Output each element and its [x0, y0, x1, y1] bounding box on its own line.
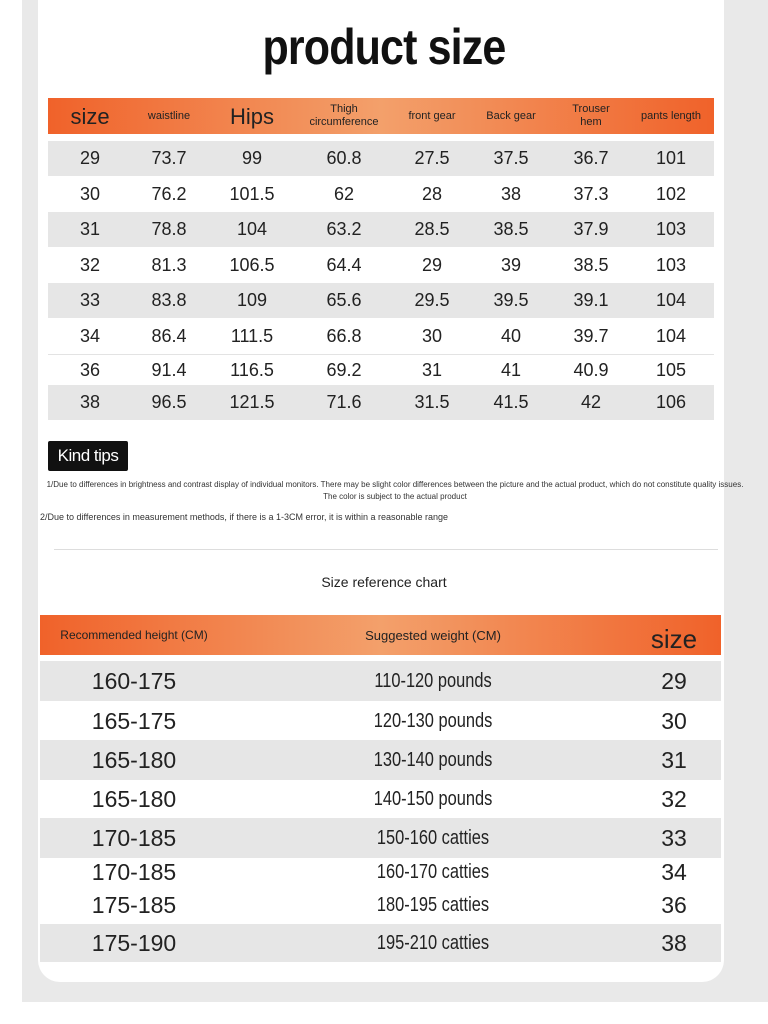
- size-table-cell: 37.9: [573, 219, 609, 239]
- size-table-row: [48, 354, 714, 386]
- size-table-header: [48, 98, 714, 134]
- size-table-cell: 104: [655, 326, 687, 346]
- reference-table-cell: 140-150 pounds: [373, 787, 493, 810]
- size-table-cell: 30: [421, 326, 443, 346]
- size-table-cell: 102: [655, 184, 687, 204]
- page-margin-bottom: [22, 1002, 768, 1024]
- size-table-cell: 104: [236, 219, 268, 239]
- size-header-cell: size: [70, 103, 110, 129]
- size-table-row: [48, 283, 714, 318]
- size-table-row: [48, 212, 714, 247]
- size-table-cell: 36: [79, 360, 101, 380]
- size-header-cell: front gear: [408, 109, 456, 122]
- size-table-cell: 30: [79, 184, 101, 204]
- size-table-cell: 29: [421, 255, 443, 275]
- reference-table-cell: 180-195 catties: [376, 893, 490, 916]
- size-table-cell: 91.4: [151, 360, 187, 380]
- size-table-cell: 34: [79, 326, 101, 346]
- size-table-row: [48, 385, 714, 420]
- size-table-cell: 41.5: [493, 392, 529, 412]
- size-table-cell: 63.2: [326, 219, 362, 239]
- size-table-cell: 39.5: [493, 290, 529, 310]
- size-table-cell: 60.8: [326, 148, 362, 168]
- size-table-cell: 103: [655, 255, 687, 275]
- reference-table-cell: 160-175: [91, 667, 177, 694]
- size-table-cell: 73.7: [151, 148, 187, 168]
- reference-table-cell: 195-210 catties: [376, 931, 490, 954]
- size-table-cell: 28: [421, 184, 443, 204]
- size-header-cell: Trouser hem: [572, 103, 610, 128]
- tip-note-1: 1/Due to differences in brightness and contrast display of individual monitors. There may be slight color differences between the picture and the actual product, which do not constitute quality issues. The color is subject to the actual product: [46, 480, 744, 501]
- reference-table-cell: 160-170 catties: [376, 861, 490, 883]
- section-divider: [54, 549, 718, 550]
- size-table-cell: 39.7: [573, 326, 609, 346]
- size-header-cell: pants length: [641, 109, 701, 122]
- size-table-cell: 76.2: [151, 184, 187, 204]
- size-table-cell: 121.5: [229, 392, 275, 412]
- size-table-cell: 32: [79, 255, 101, 275]
- reference-table-cell: 165-180: [91, 746, 177, 773]
- reference-table-cell: 33: [661, 824, 687, 851]
- reference-title: Size reference chart: [321, 574, 447, 590]
- size-table-cell: 38.5: [573, 255, 609, 275]
- size-table-cell: 111.5: [230, 326, 274, 346]
- size-table-cell: 106.5: [229, 255, 275, 275]
- size-table-cell: 62: [333, 184, 355, 204]
- size-table-cell: 40.9: [573, 360, 609, 380]
- size-table-cell: 78.8: [151, 219, 187, 239]
- size-table-cell: 101.5: [229, 184, 275, 204]
- size-table-cell: 71.6: [326, 392, 362, 412]
- size-table-cell: 39.1: [573, 290, 609, 310]
- size-table-cell: 101: [655, 148, 687, 168]
- reference-table-cell: 165-175: [91, 707, 177, 734]
- size-table-cell: 37.3: [573, 184, 609, 204]
- reference-table-cell: 110-120 pounds: [374, 669, 492, 692]
- reference-table-row: [40, 858, 721, 887]
- reference-table-row: [40, 887, 721, 923]
- size-table-row: [48, 177, 714, 212]
- size-table-cell: 31: [421, 360, 443, 380]
- size-table-cell: 64.4: [326, 255, 362, 275]
- kind-tips-badge: Kind tips: [48, 441, 128, 471]
- size-table-cell: 42: [580, 392, 602, 412]
- page-title: product size: [262, 19, 506, 75]
- size-table-cell: 36.7: [573, 148, 609, 168]
- size-table-cell: 105: [655, 360, 687, 380]
- reference-table-row: [40, 740, 721, 780]
- reference-table-cell: 150-160 catties: [376, 826, 490, 849]
- size-table-cell: 99: [241, 148, 263, 168]
- size-table-cell: 103: [655, 219, 687, 239]
- size-table-cell: 39: [500, 255, 522, 275]
- size-table-cell: 27.5: [414, 148, 450, 168]
- size-table-cell: 69.2: [326, 360, 362, 380]
- reference-table-row: [40, 924, 721, 962]
- size-table-cell: 31.5: [414, 392, 450, 412]
- page-margin-left: [0, 0, 22, 1024]
- size-header-cell: Thigh circumference: [309, 103, 379, 128]
- reference-table-cell: 175-190: [91, 929, 177, 956]
- size-table-cell: 33: [79, 290, 101, 310]
- reference-table-row: [40, 780, 721, 818]
- size-table-cell: 116.5: [230, 360, 274, 380]
- reference-header-cell: Recommended height (CM): [60, 627, 208, 642]
- reference-table-cell: 165-180: [91, 785, 177, 812]
- size-table-cell: 31: [79, 219, 101, 239]
- size-table-cell: 104: [655, 290, 687, 310]
- size-table-cell: 28.5: [414, 219, 450, 239]
- reference-table-cell: 170-185: [91, 824, 177, 851]
- size-table-cell: 38.5: [493, 219, 529, 239]
- size-table-cell: 109: [236, 290, 268, 310]
- size-table-row: [48, 319, 714, 354]
- reference-table-cell: 30: [661, 707, 687, 734]
- reference-header-cell: size: [650, 623, 698, 654]
- reference-table-cell: 34: [661, 859, 687, 885]
- reference-header-cell: Suggested weight (CM): [365, 627, 501, 643]
- size-table-cell: 38: [500, 184, 522, 204]
- reference-table-cell: 120-130 pounds: [373, 709, 493, 732]
- size-table-cell: 40: [500, 326, 522, 346]
- size-header-cell: waistline: [147, 109, 191, 122]
- reference-table-row: [40, 661, 721, 701]
- size-header-cell: Hips: [229, 103, 275, 129]
- reference-table-cell: 31: [661, 746, 687, 773]
- size-table-row: [48, 141, 714, 176]
- size-table-cell: 29: [79, 148, 101, 168]
- size-table-cell: 86.4: [151, 326, 187, 346]
- size-table-row: [48, 248, 714, 283]
- tip-note-2: 2/Due to differences in measurement methods, if there is a 1-3CM error, it is within a reasonable range: [40, 512, 449, 522]
- size-table-cell: 83.8: [151, 290, 187, 310]
- size-table-cell: 106: [655, 392, 687, 412]
- reference-table-header: [40, 615, 721, 655]
- size-table-cell: 81.3: [151, 255, 187, 275]
- reference-table-cell: 170-185: [91, 859, 177, 885]
- size-table-cell: 29.5: [414, 290, 450, 310]
- size-table-cell: 37.5: [493, 148, 529, 168]
- reference-table-cell: 32: [661, 785, 687, 812]
- reference-table-cell: 38: [661, 929, 687, 956]
- size-header-cell: Back gear: [486, 109, 536, 122]
- size-table-cell: 38: [79, 392, 101, 412]
- size-table-cell: 66.8: [326, 326, 362, 346]
- size-table-cell: 41: [500, 360, 522, 380]
- size-table-cell: 96.5: [151, 392, 187, 412]
- reference-table-cell: 175-185: [91, 891, 177, 918]
- reference-table-cell: 29: [661, 667, 687, 694]
- reference-table-cell: 36: [661, 891, 687, 918]
- reference-table-row: [40, 702, 721, 740]
- reference-table-row: [40, 818, 721, 858]
- reference-table-cell: 130-140 pounds: [373, 748, 493, 771]
- size-table-cell: 65.6: [326, 290, 362, 310]
